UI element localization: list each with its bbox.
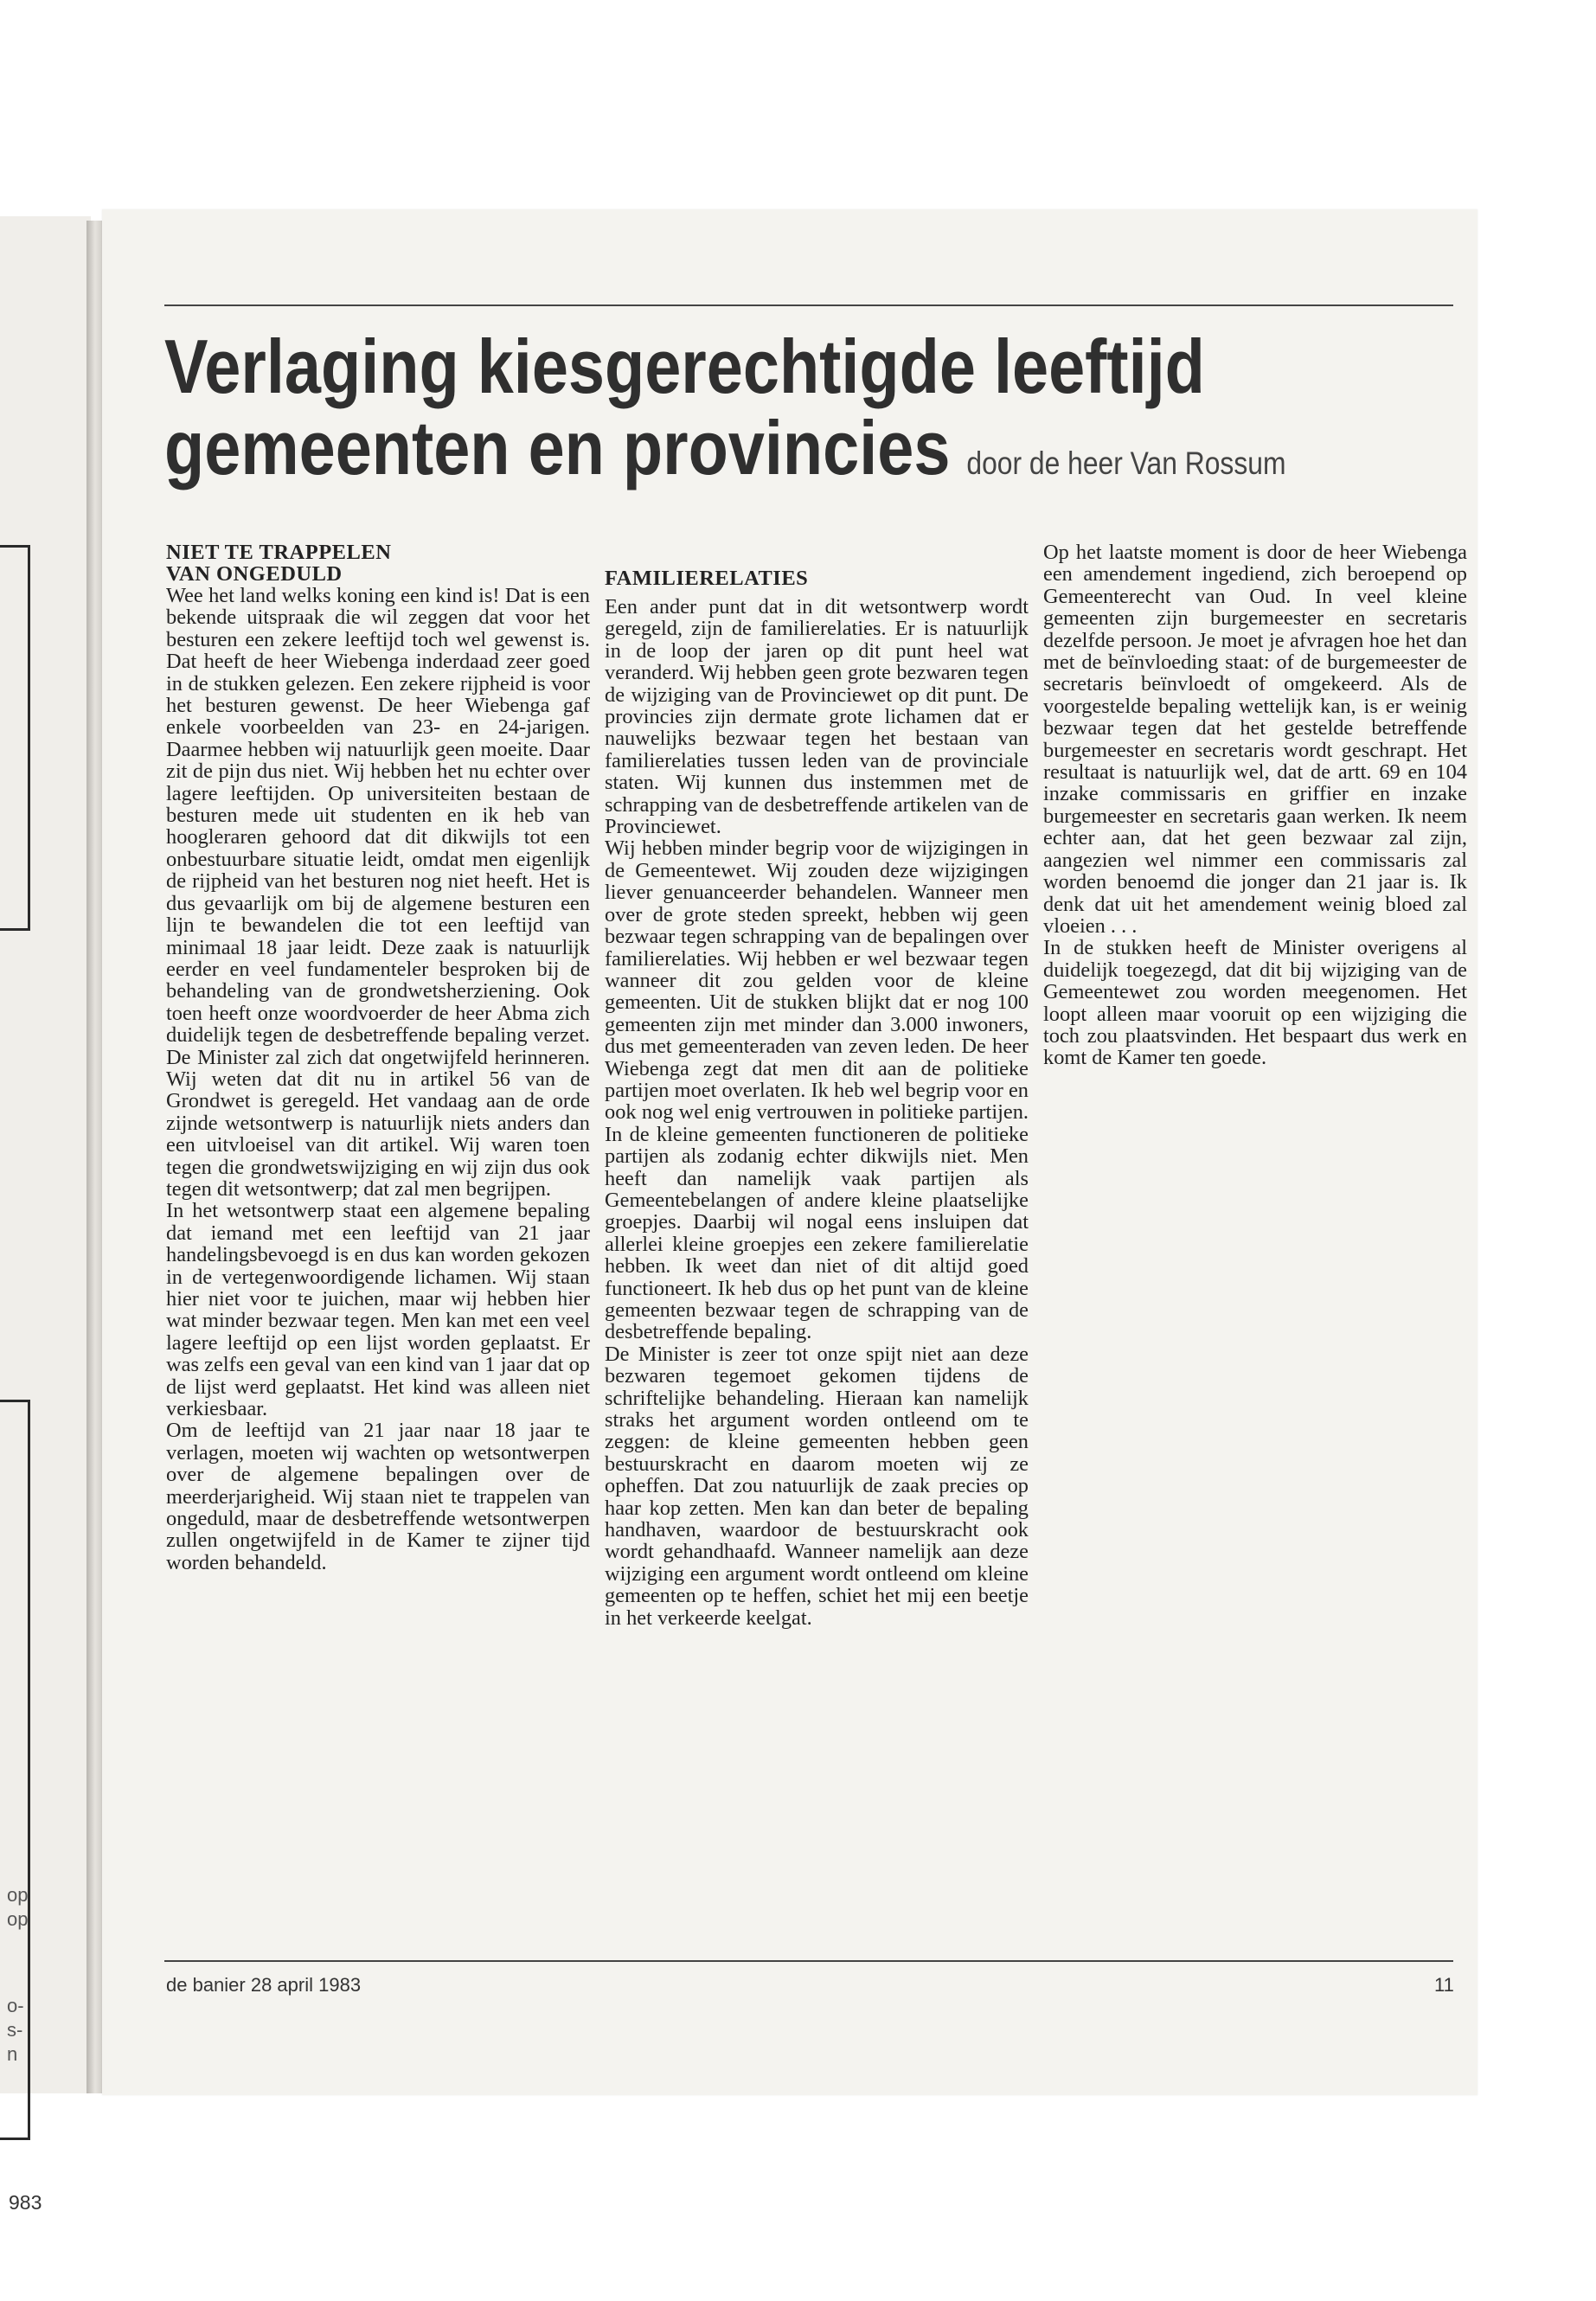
publication-footer: de banier 28 april 1983 xyxy=(166,1974,362,1996)
magazine-page xyxy=(102,209,1477,2095)
headline-line-1: Verlaging kiesgerechtigde leeftijd xyxy=(164,324,1205,409)
article-headline xyxy=(164,324,1286,504)
headline-line-2-text: gemeenten en provincies xyxy=(164,405,951,490)
paragraph: Wee het land welks koning een kind is! Dat is een bekende uitspraak die wil zeggen dat voor het besturen een zekere leeftijd toch wel gewenst is. Dat heeft de heer Wiebenga inderdaad zeer goed in de stukken gelezen. Een zekere rijpheid is voor het besturen gewenst. De heer Wiebenga gaf enkele voorbeelden van 23- en 24-jarigen. Daarmee hebben wij natuurlijk geen moeite. Daar zit de pijn dus niet. Wij hebben het nu echter over lagere leeftijden. Op universiteiten bestaan de besturen mede uit studenten en ik heb van hoogleraren gehoord dat dit dikwijls tot een onbestuurbare situatie leidt, omdat men eigenlijk de rijpheid van het besturen nog niet heeft. Het is dus gevaarlijk om bij de algemene besturen een lijn te bewandelen die tot een leeftijd van minimaal 18 jaar leidt. Deze zaak is natuurlijk eerder en veel fundamenteler besproken bij de behandeling van de grondwetsherziening. Ook toen heeft onze woordvoerder de heer Abma zich duidelijk tegen de desbetreffende bepaling verzet. De Minister zal zich dat ongetwijfeld herinneren. Wij weten dat dit nu in artikel 56 van de Grondwet is geregeld. Het vandaag aan de orde zijnde wetsontwerp is natuurlijk niets anders dan een uitvloeisel van dit artikel. Wij waren toen tegen die grondwetswijziging en wij zijn dus ook tegen dit wetsontwerp; dat zal men begrijpen. xyxy=(166,584,590,1201)
adjacent-text-fragment: op xyxy=(7,1884,29,1906)
adjacent-page-frame xyxy=(0,545,30,931)
adjacent-page-number: 983 xyxy=(9,2191,42,2214)
page-number: 11 xyxy=(1434,1974,1454,1996)
byline: door de heer Van Rossum xyxy=(966,445,1286,481)
text-column-2 xyxy=(605,542,1029,1629)
top-rule xyxy=(164,304,1453,306)
paragraph: Op het laatste moment is door de heer Wiebenga een amendement ingediend, zich beroepend op Gemeenterecht van Oud. In veel kleine gemeenten zijn burgemeester en secretaris dezelfde persoon. Je moet je afvragen hoe het dan met de beïnvloeding staat: of de burgemeester de secretaris beïnvloedt of omgekeerd. Als de voorgestelde bepaling wettelijk kan, is er weinig bezwaar tegen dat het gestelde betreffende burgemeester en secretaris wordt geschrapt. Het resultaat is natuurlijk wel, dat de artt. 69 en 104 inzake commissaris en griffier en inzake burgemeester en secretaris gaan werken. Ik neem echter aan, dat het geen bezwaar zal zijn, aangezien wel nimmer een commissaris zal worden benoemd die jonger dan 21 jaar is. Ik denk dat uit het amendement weinig bloed zal vloeien . . . xyxy=(1043,541,1467,938)
section-heading xyxy=(166,542,590,585)
paragraph: In de stukken heeft de Minister overigens al duidelijk toegezegd, dat dit bij wijziging van de Gemeentewet zou worden meegenomen. Het loopt alleen maar vooruit op een wijziging die toch zou plaatsvinden. Het bespaart dus werk en komt de Kamer ten goede. xyxy=(1043,936,1467,1070)
text-column-1 xyxy=(166,542,590,1574)
section-heading: FAMILIERELATIES xyxy=(605,567,809,590)
headline-line-2 xyxy=(164,405,1286,504)
paragraph: De Minister is zeer tot onze spijt niet aan deze bezwaren tegemoet gekomen tijdens de schriftelijke behandeling. Hieraan kan namelijk straks het argument worden ontleend om te zeggen: de kleine gemeenten hebben geen bestuurskracht en daarom moeten wij ze opheffen. Dat zou natuurlijk de zaak precies op haar kop zetten. Men kan dan beter de bepaling handhaven, waardoor de bestuurskracht ook wordt gehandhaafd. Wanneer namelijk aan deze wijziging een argument wordt ontleend om kleine gemeenten op te heffen, schiet het mij een beetje in het verkeerde keelgat. xyxy=(605,1342,1029,1630)
section-heading-line: VAN ONGEDULD xyxy=(166,562,343,586)
paragraph: Om de leeftijd van 21 jaar naar 18 jaar te verlagen, moeten wij wachten op wetsontwerpen over de algemene bepalingen over de meerderjarigheid. Wij staan niet te trappelen van ongeduld, maar de desbetreffende wetsontwerpen zullen ongetwijfeld in de Kamer te zijner tijd worden behandeld. xyxy=(166,1419,590,1574)
paragraph: Een ander punt dat in dit wetsontwerp wordt geregeld, zijn de familierelaties. Er is natuurlijk in de loop der jaren op dit punt heel wat veranderd. Wij hebben geen grote bezwaren tegen de wijziging van de Provinciewet op dit punt. De provincies zijn dermate grote lichamen dat er nauwelijks bezwaar tegen het bestaan van familierelaties tussen leden van de provinciale staten. Wij kunnen dus instemmen met de schrapping van de desbetreffende artikelen van de Provinciewet. xyxy=(605,595,1029,839)
bottom-rule xyxy=(164,1960,1453,1962)
text-column-3 xyxy=(1043,542,1467,1069)
adjacent-text-fragment: s- xyxy=(7,2019,23,2041)
paragraph: In het wetsontwerp staat een algemene bepaling dat iemand met een leeftijd van 21 jaar handelingsbevoegd is en dus kan worden gekozen in de vertegenwoordigende lichamen. Wij staan hier niet voor te juichen, maar wij hebben hier wat minder bezwaar tegen. Men kan met een veel lagere leeftijd op een lijst worden geplaatst. Er was zelfs een geval van een kind van 1 jaar dat op de lijst werd geplaatst. Het kind was alleen niet verkiesbaar. xyxy=(166,1199,590,1421)
page-binding xyxy=(87,221,102,2093)
adjacent-text-fragment: o- xyxy=(7,1995,24,2016)
adjacent-page xyxy=(0,216,91,2214)
paragraph: Wij hebben minder begrip voor de wijzigingen in de Gemeentewet. Wij zouden deze wijzigingen liever genuanceerder behandelen. Wanneer men over de grote steden spreekt, hebben wij geen bezwaar tegen schrapping van de bepalingen over familierelaties. Wij hebben er wel bezwaar tegen wanneer dit zou gelden voor de kleine gemeenten. Uit de stukken blijkt dat er nog 100 gemeenten zijn met minder dan 3.000 inwoners, dus met gemeenteraden van zeven leden. De heer Wiebenga zegt dat men dit aan de politieke partijen moet overlaten. Ik heb wel begrip voor en ook nog wel enig vertrouwen in politieke partijen. In de kleine gemeenten functioneren de politieke partijen als zodanig echter dikwijls niet. Men heeft dan namelijk vaak partijen als Gemeentebelangen of andere kleine plaatselijke groepjes. Daarbij wil nogal eens insluipen dat allerlei kleine groepjes een zekere familierelatie hebben. Ik weet dan niet of dit altijd goed functioneert. Ik heb dus op het punt van de kleine gemeenten bezwaar tegen de schrapping van de desbetreffende bepaling. xyxy=(605,836,1029,1344)
adjacent-text-fragment: op xyxy=(7,1908,29,1930)
section-heading-line: NIET TE TRAPPELEN xyxy=(166,541,392,564)
adjacent-text-fragment: n xyxy=(7,2043,18,2065)
